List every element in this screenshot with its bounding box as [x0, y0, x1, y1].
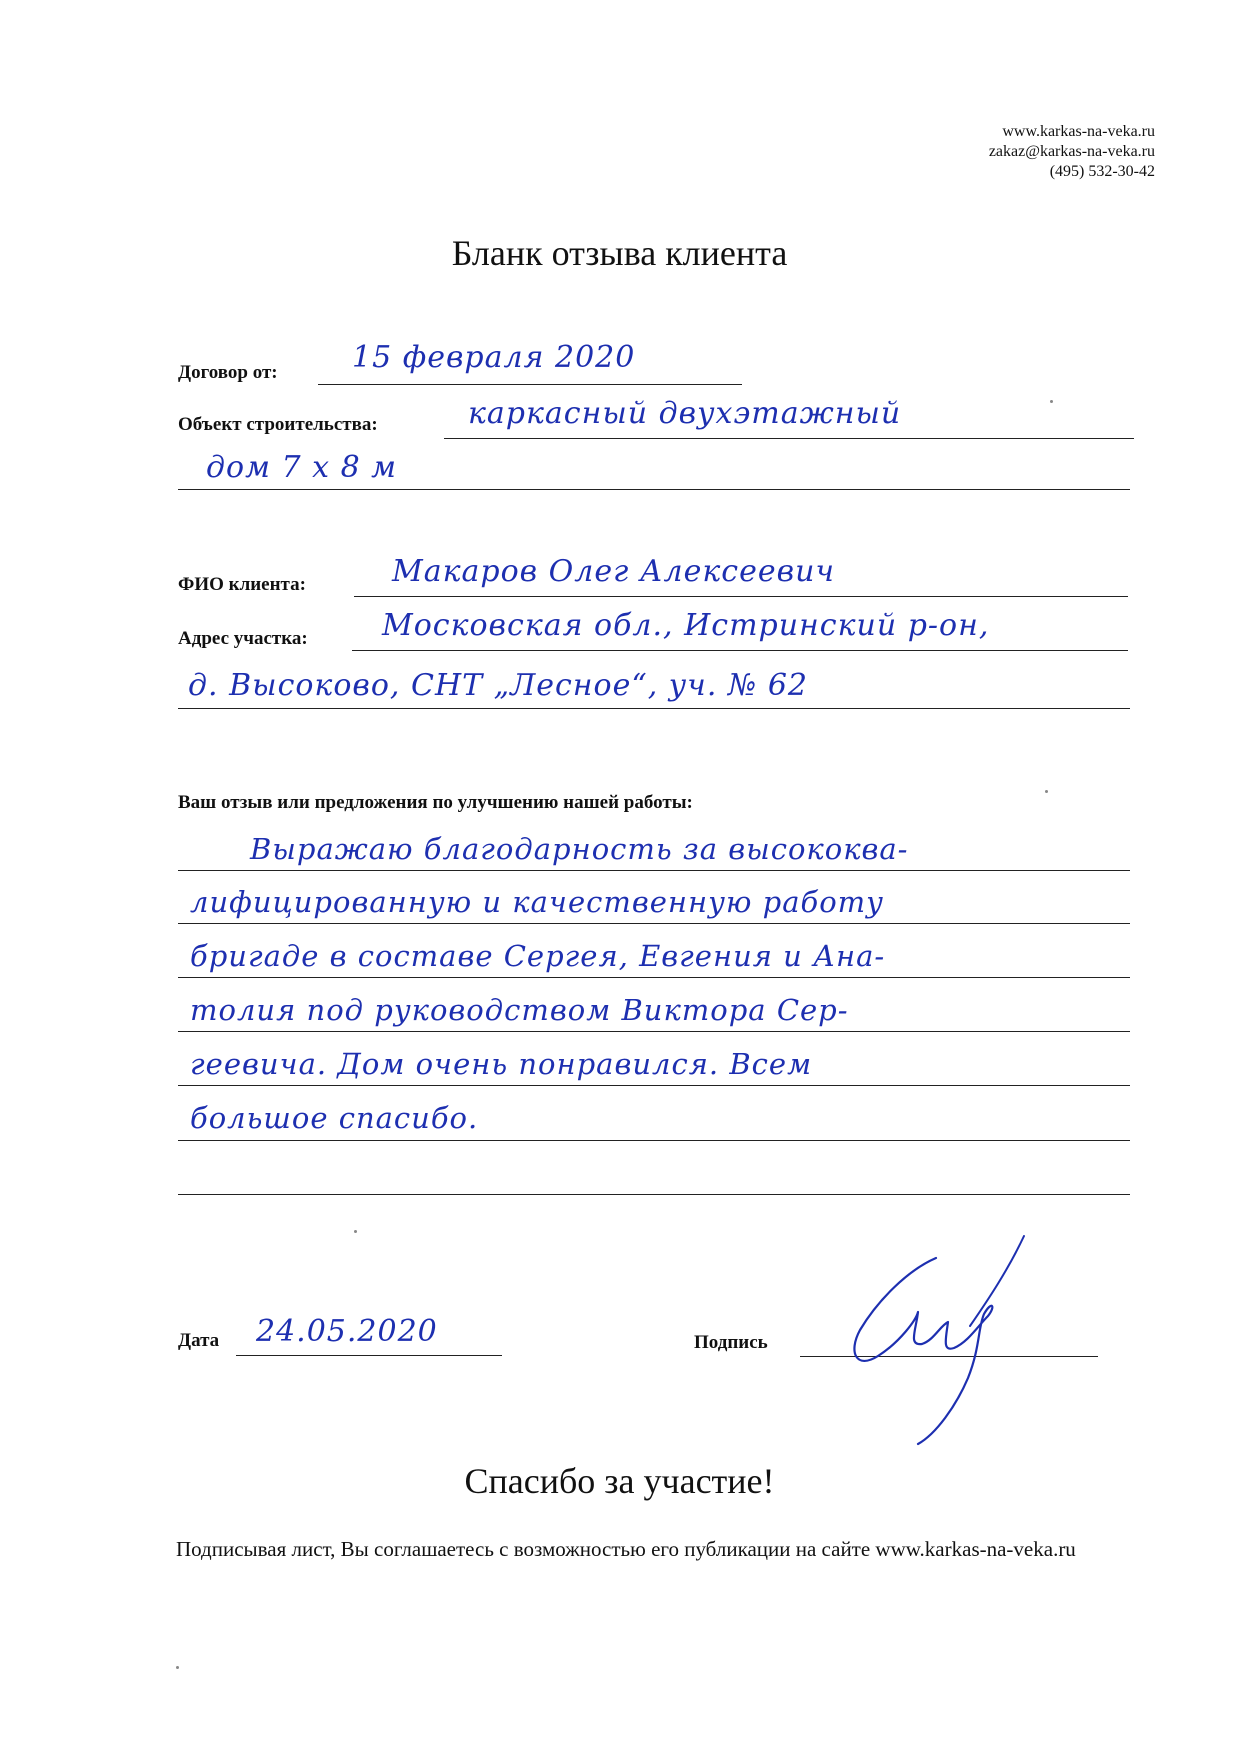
date-value: 24.05.2020	[256, 1314, 438, 1349]
address-label: Адрес участка:	[178, 628, 308, 649]
client-name-line	[354, 596, 1128, 597]
review-line-1	[178, 870, 1130, 871]
address-line-2	[178, 708, 1130, 709]
review-label: Ваш отзыв или предложения по улучшению нашей работы:	[178, 792, 693, 813]
object-value-line-1: каркасный двухэтажный	[468, 396, 902, 431]
object-line-2	[178, 489, 1130, 490]
scan-speck	[176, 1666, 179, 1669]
company-contacts	[989, 122, 1155, 182]
signature-label: Подпись	[694, 1332, 768, 1353]
scan-speck	[1045, 790, 1048, 793]
scan-speck	[354, 1230, 357, 1233]
object-line-1	[444, 438, 1134, 439]
contract-date-label: Договор от:	[178, 362, 278, 383]
review-text-line: лифицированную и качественную работу	[190, 885, 884, 919]
client-name-label: ФИО клиента:	[178, 574, 306, 595]
review-line-2	[178, 923, 1130, 924]
phone-text: (495) 532-30-42	[1049, 163, 1155, 180]
object-value-line-2: дом 7 х 8 м	[206, 450, 398, 485]
review-text-line: геевича. Дом очень понравился. Всем	[190, 1047, 813, 1081]
review-text-line: большое спасибо.	[190, 1101, 479, 1135]
publication-consent: Подписывая лист, Вы соглашаетесь с возможностью его публикации на сайте www.karkas-na-veka.ru	[176, 1537, 1076, 1561]
form-title: Бланк отзыва клиента	[451, 233, 788, 273]
client-name-value: Макаров Олег Алексеевич	[392, 554, 836, 589]
address-value-line-1: Московская обл., Истринский р-он,	[382, 608, 990, 643]
thanks-message: Спасибо за участие!	[464, 1461, 775, 1501]
address-line-1	[352, 650, 1128, 651]
date-label: Дата	[178, 1330, 220, 1351]
object-label: Объект строительства:	[178, 414, 378, 435]
review-line-3	[178, 977, 1130, 978]
address-value-line-2: д. Высоково, СНТ „Лесное“, уч. № 62	[188, 668, 809, 703]
contract-date-value: 15 февраля 2020	[352, 340, 636, 375]
review-text-line: толия под руководством Виктора Сер-	[190, 993, 849, 1027]
website-text: www.karkas-na-veka.ru	[1002, 123, 1155, 140]
scan-speck	[1050, 400, 1053, 403]
review-text-line: бригаде в составе Сергея, Евгения и Ана-	[190, 939, 886, 973]
review-line-6	[178, 1140, 1130, 1141]
review-text-line: Выражаю благодарность за высококва-	[250, 832, 909, 866]
review-line-4	[178, 1031, 1130, 1032]
email-text: zakaz@karkas-na-veka.ru	[988, 143, 1155, 160]
review-line-5	[178, 1085, 1130, 1086]
handwritten-signature	[838, 1230, 1068, 1450]
contract-date-line	[318, 384, 742, 385]
date-line	[236, 1355, 502, 1356]
review-line-7	[178, 1194, 1130, 1195]
